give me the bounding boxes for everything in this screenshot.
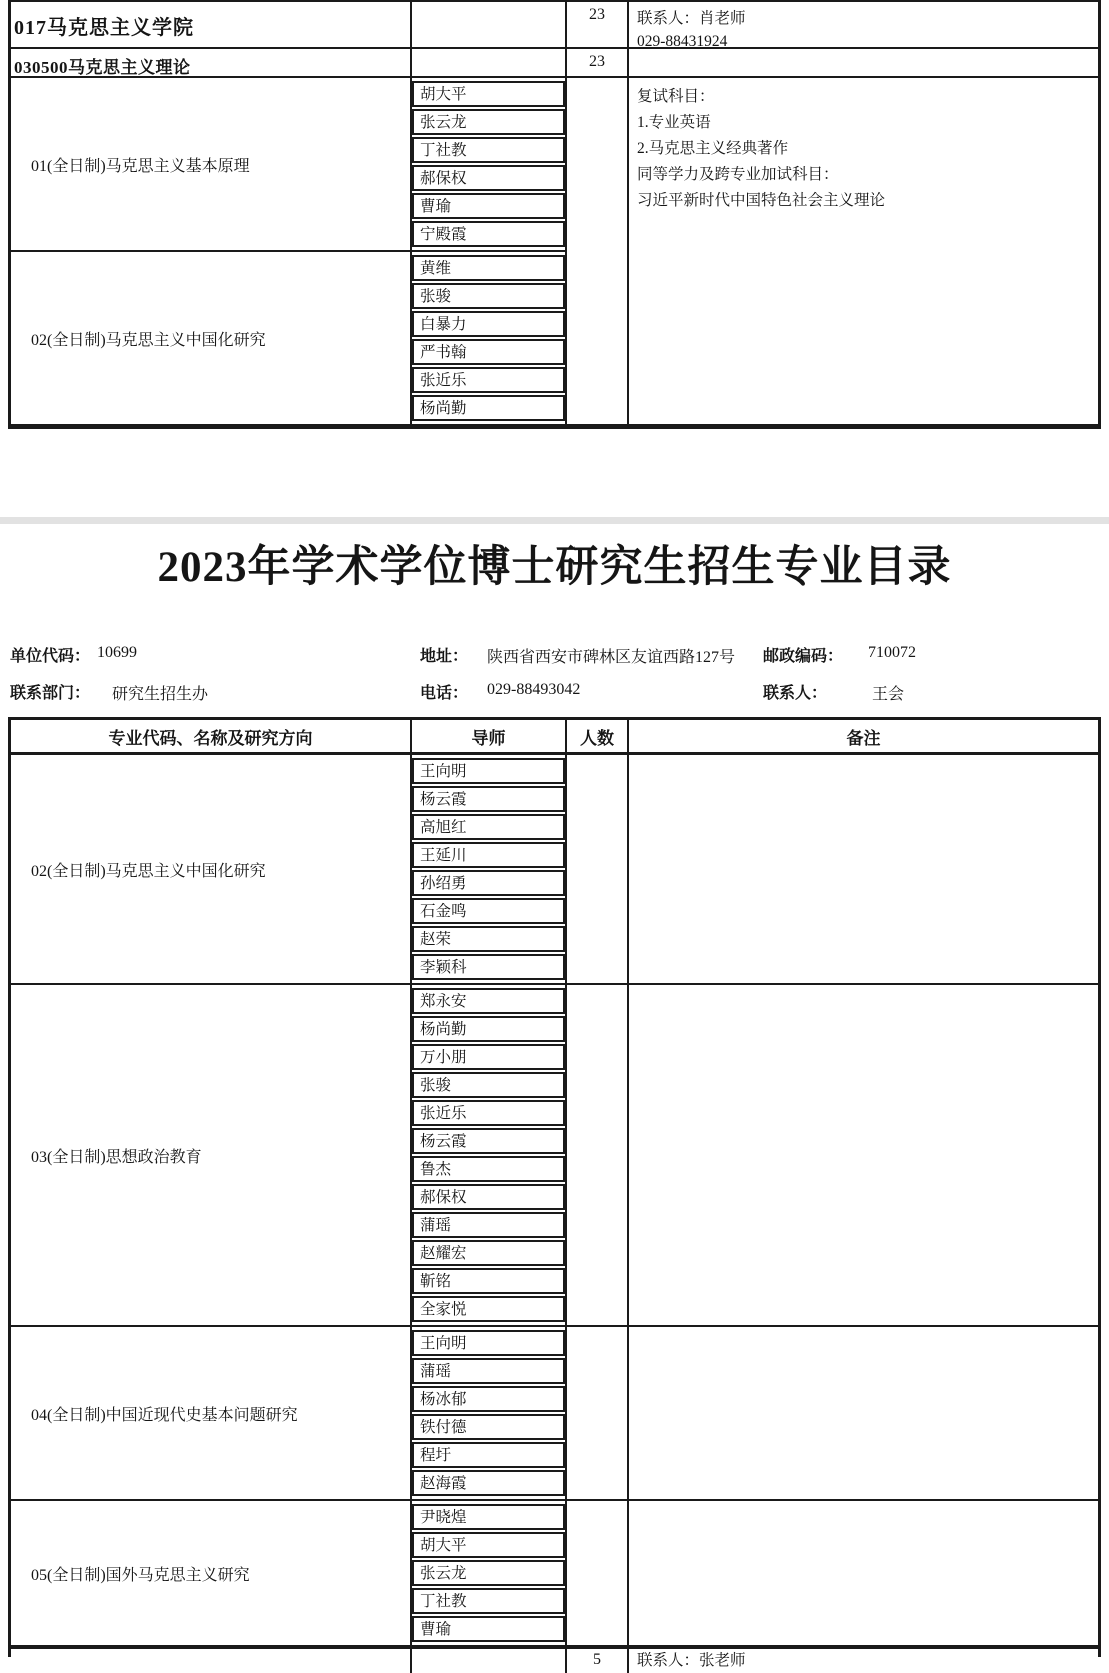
- count-empty-cell: [567, 1327, 629, 1499]
- tutor-name: 李颖科: [412, 954, 565, 980]
- tutor-name: 石金鸣: [412, 898, 565, 924]
- admit-count-cell: 23: [567, 2, 629, 49]
- tutor-name: 白暴力: [412, 311, 565, 337]
- program-label: 05(全日制)国外马克思主义研究: [11, 1501, 412, 1645]
- retest-subjects-cell: [629, 78, 1098, 424]
- program-row: [11, 1501, 1098, 1645]
- program-label: 04(全日制)中国近现代史基本问题研究: [11, 1327, 412, 1499]
- tutor-name: 王向明: [412, 1330, 565, 1356]
- remark-line: 复试科目：: [637, 88, 715, 105]
- count-empty-cell: [567, 985, 629, 1325]
- remark-line: 1.专业英语: [637, 114, 711, 131]
- contact-dept-value: 研究生招生办: [112, 686, 209, 704]
- contact-line: 联系人：肖老师: [637, 10, 746, 27]
- college-contact-cell: [629, 2, 1098, 49]
- tutor-name: 黄维: [412, 255, 565, 281]
- tutor-name: 程圩: [412, 1442, 565, 1468]
- catalogue-table: [8, 717, 1101, 1649]
- tutor-name: 丁社教: [412, 1588, 565, 1614]
- tutor-list: [412, 1327, 567, 1499]
- postcode-label: 邮政编码：: [763, 648, 844, 666]
- phone-value: 029-88493042: [487, 681, 581, 699]
- remark-line: 习近平新时代中国特色社会主义理论: [637, 192, 886, 209]
- admit-count-cell: 23: [567, 49, 629, 78]
- tutor-name: 宁殿霞: [412, 221, 565, 247]
- tutor-name: 杨云霞: [412, 786, 565, 812]
- tutor-name: 曹瑜: [412, 1616, 565, 1642]
- program-label: 02(全日制)马克思主义中国化研究: [11, 755, 412, 983]
- tutor-name: 张近乐: [412, 1100, 565, 1126]
- tutor-list: [412, 985, 567, 1325]
- tutor-name: 孙绍勇: [412, 870, 565, 896]
- partial-next-row: [8, 1649, 1101, 1670]
- tutor-name: 丁社教: [412, 137, 565, 163]
- tutor-name: 张骏: [412, 283, 565, 309]
- top-continuation-table: [8, 0, 1101, 429]
- tutor-name: 郝保权: [412, 165, 565, 191]
- tutor-name: 万小朋: [412, 1044, 565, 1070]
- remark-empty-cell: [629, 49, 1098, 78]
- tutor-name: 郝保权: [412, 1184, 565, 1210]
- tutor-name: 杨尚勤: [412, 1016, 565, 1042]
- contact-value: 王会: [872, 686, 905, 704]
- remark-empty-cell: [629, 755, 1098, 983]
- tutor-name: 王延川: [412, 842, 565, 868]
- column-header: 备注: [629, 720, 1098, 755]
- contact-label: 联系人：: [763, 685, 828, 703]
- tutor-name: 赵耀宏: [412, 1240, 565, 1266]
- program-label-clipped: [11, 1649, 412, 1673]
- count-empty-cell: [567, 1501, 629, 1645]
- program-label: 01(全日制)马克思主义基本原理: [11, 78, 412, 252]
- tutor-name: 张近乐: [412, 367, 565, 393]
- tutor-name: 高旭红: [412, 814, 565, 840]
- program-row: [11, 1327, 1098, 1501]
- tutor-name: 全家悦: [412, 1296, 565, 1322]
- program-label: 03(全日制)思想政治教育: [11, 985, 412, 1325]
- program-row: [11, 985, 1098, 1327]
- tutor-empty-cell: [412, 2, 567, 49]
- tutor-name: 张云龙: [412, 109, 565, 135]
- remark-empty-cell: [629, 985, 1098, 1325]
- contact-line: 029-88431924: [637, 33, 728, 50]
- tutor-name: 张云龙: [412, 1560, 565, 1586]
- page-break-band: [0, 517, 1109, 524]
- program-label: 02(全日制)马克思主义中国化研究: [11, 252, 412, 424]
- tutor-name: 鲁杰: [412, 1156, 565, 1182]
- tutor-name: 杨冰郁: [412, 1386, 565, 1412]
- tutor-name: 尹晓煌: [412, 1504, 565, 1530]
- tutor-list: [412, 755, 567, 983]
- tutor-name: 郑永安: [412, 988, 565, 1014]
- tutor-list: [412, 1501, 567, 1645]
- tutor-empty-cell: [412, 1649, 567, 1673]
- unit-info-block: [0, 641, 1109, 717]
- column-header: 人数: [567, 720, 629, 755]
- tutor-name: 杨云霞: [412, 1128, 565, 1154]
- admit-count-cell: 5: [567, 1649, 629, 1673]
- column-header: 专业代码、名称及研究方向: [11, 720, 412, 755]
- tutor-name: 赵海霞: [412, 1470, 565, 1496]
- tutor-name: 赵荣: [412, 926, 565, 952]
- page-title: 2023年学术学位博士研究生招生专业目录: [157, 544, 952, 591]
- remark-line: 同等学力及跨专业加试科目：: [637, 166, 839, 183]
- college-contact-cell: 联系人：张老师: [637, 1652, 746, 1670]
- count-empty-cell: [567, 755, 629, 983]
- major-code-cell: 030500马克思主义理论: [11, 49, 412, 78]
- college-name-cell: 017马克思主义学院: [11, 2, 412, 49]
- tutor-name: 蒲瑶: [412, 1358, 565, 1384]
- tutor-list: [412, 252, 567, 424]
- catalogue-table-body: [11, 755, 1098, 1645]
- count-empty-cell: [567, 78, 629, 424]
- tutor-empty-cell: [412, 49, 567, 78]
- tutor-name: 王向明: [412, 758, 565, 784]
- program-row: [11, 755, 1098, 985]
- phone-label: 电话：: [420, 685, 469, 703]
- remark-empty-cell: [629, 1327, 1098, 1499]
- postcode-value: 710072: [868, 644, 916, 662]
- tutor-name: 张骏: [412, 1072, 565, 1098]
- unit-code-label: 单位代码：: [10, 648, 91, 666]
- remark-empty-cell: [629, 1501, 1098, 1645]
- address-value: 陕西省西安市碑林区友谊西路127号: [487, 649, 736, 667]
- tutor-name: 蒲瑶: [412, 1212, 565, 1238]
- unit-code-value: 10699: [97, 644, 137, 662]
- tutor-name: 铁付德: [412, 1414, 565, 1440]
- tutor-name: 严书翰: [412, 339, 565, 365]
- remark-line: 2.马克思主义经典著作: [637, 140, 789, 157]
- tutor-list: [412, 78, 567, 252]
- contact-dept-label: 联系部门：: [10, 685, 91, 703]
- address-label: 地址：: [420, 648, 469, 666]
- tutor-name: 胡大平: [412, 1532, 565, 1558]
- tutor-name: 靳铭: [412, 1268, 565, 1294]
- tutor-name: 胡大平: [412, 81, 565, 107]
- catalogue-table-header: [11, 720, 1098, 755]
- tutor-name: 曹瑜: [412, 193, 565, 219]
- column-header: 导师: [412, 720, 567, 755]
- tutor-name: 杨尚勤: [412, 395, 565, 421]
